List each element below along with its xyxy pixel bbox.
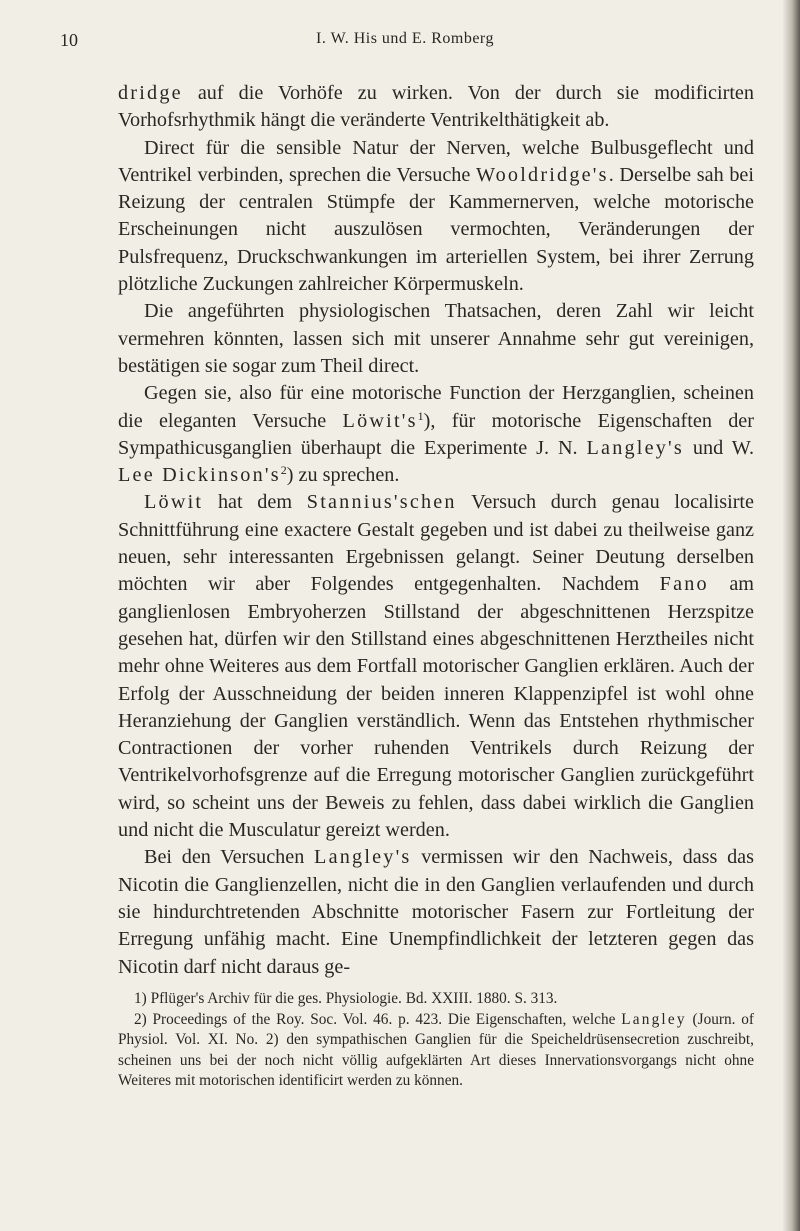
page-header (60, 30, 750, 54)
text-run: Bei den Versuchen (144, 846, 315, 869)
text-run: auf die Vorhöfe zu wirken. Von der durch sie modificirten Vorhofsrhythmik hängt die veränderte Ventrikelthätigkeit ab. (118, 82, 754, 132)
page-number: 10 (60, 30, 78, 50)
text-run: Direct für die sensible Natur der Nerven, welche Bulbusgeflecht und Ventrikel verbinden, sprechen die Versuche (118, 136, 754, 186)
spaced-name: Langley's (586, 436, 684, 459)
text-run: und W. (683, 436, 754, 459)
text-run: vermissen wir den Nachweis, dass das Nicotin die Ganglienzellen, nicht die in den Ganglien verlaufenden und durch sie hindurchtretenden Abschnitte motorischer Fasern zur Fortleitung der Erregung unfähig macht. Eine Unempfindlichkeit der letzteren gegen das Nicotin darf nicht daraus ge- (118, 846, 754, 978)
paragraph (118, 489, 754, 844)
paragraph (118, 135, 754, 299)
text-run: 2) Proceedings of the Roy. Soc. Vol. 46. p. 423. Die Eigenschaften, welche (134, 1010, 622, 1028)
spaced-name: Langley (621, 1010, 687, 1028)
spaced-name: dridge (118, 82, 183, 104)
text-run: ), für motorische Eigenschaften der Sympathicusganglien überhaupt die Experimente J. N. (118, 409, 754, 459)
page-edge-shadow (782, 0, 800, 1231)
spaced-name: Fano (659, 573, 709, 596)
spaced-name: Löwit (144, 491, 204, 514)
spaced-name: Wooldridge's (476, 163, 609, 186)
spaced-name: Lee Dickinson's (118, 464, 281, 487)
footnote-ref: 1 (417, 408, 424, 423)
spaced-name: Langley's (314, 846, 412, 869)
footnotes (118, 989, 754, 1092)
text-run: hat dem (203, 491, 307, 514)
text-run: (Journ. of Physiol. Vol. XI. No. 2) den sympathischen Ganglien für die Speicheldrüsensecretion zuschreibt, scheinen uns bei der noch nicht völlig aufgeklärten Art dieses Innervationsvorgangs nicht ohne Weiteres mit motorischen identificirt werden zu können. (118, 1010, 754, 1089)
paragraph (118, 844, 754, 980)
text-run: am ganglienlosen Embryoherzen Stillstand der abgeschnittenen Herzspitze gesehen hat, dürfen wir den Stillstand eines abgeschnittenen Herztheiles nicht mehr ohne Weiteres aus dem Fortfall motorischer Ganglien erklären. Auch der Erfolg der Ausschneidung der beiden inneren Klappenzipfel ist wohl ohne Heranziehung der Ganglien verständlich. Wenn das Entstehen rhythmischer Contractionen der vorher ruhenden Ventrikels durch Reizung der Ventrikelvorhofsgrenze auf die Erregung motorischer Ganglien zurückgeführt wird, so scheint uns der Beweis zu fehlen, dass dabei wirklich die Ganglien und nicht die Musculatur gereizt werden. (118, 573, 754, 842)
spaced-name: Löwit's (342, 409, 418, 432)
text-run: 1) Pflüger's Archiv für die ges. Physiologie. Bd. XXIII. 1880. S. 313. (134, 990, 558, 1007)
paragraph (118, 380, 754, 489)
text-run: . Derselbe sah bei Reizung der centralen Stümpfe der Kammernerven, welche motorische Erscheinungen nicht auszulösen vermochten, Veränderungen der Pulsfrequenz, Druckschwankungen im arteriellen System, bei ihrer Zerrung plötzliche Zuckungen zahlreicher Körpermuskeln. (118, 163, 754, 296)
text-run: Die angeführten physiologischen Thatsachen, deren Zahl wir leicht vermehren könnten, lassen sich mit unserer Annahme sehr gut vereinigen, bestätigen sie sogar zum Theil direct. (118, 300, 754, 377)
footnote (118, 989, 754, 1010)
running-head: I. W. His und E. Romberg (316, 30, 494, 47)
text-run: ) zu sprechen. (286, 464, 400, 487)
footnote (118, 1010, 754, 1092)
text-run: Versuch durch genau localisirte Schnittführung eine exactere Gestalt gegeben und ist dabei zu theilweise ganz neuen, sehr interessanten Ergebnissen gelangt. Seiner Deutung derselben möchten wir aber Folgendes entgegenhalten. Nachdem (118, 491, 754, 596)
body-text (118, 80, 754, 981)
spaced-name: Stannius'schen (306, 491, 457, 514)
paragraph (118, 298, 754, 380)
paragraph (118, 80, 754, 135)
footnote-ref: 2 (280, 463, 287, 478)
text-run: Gegen sie, also für eine motorische Function der Herzganglien, scheinen die eleganten Versuche (118, 382, 754, 432)
